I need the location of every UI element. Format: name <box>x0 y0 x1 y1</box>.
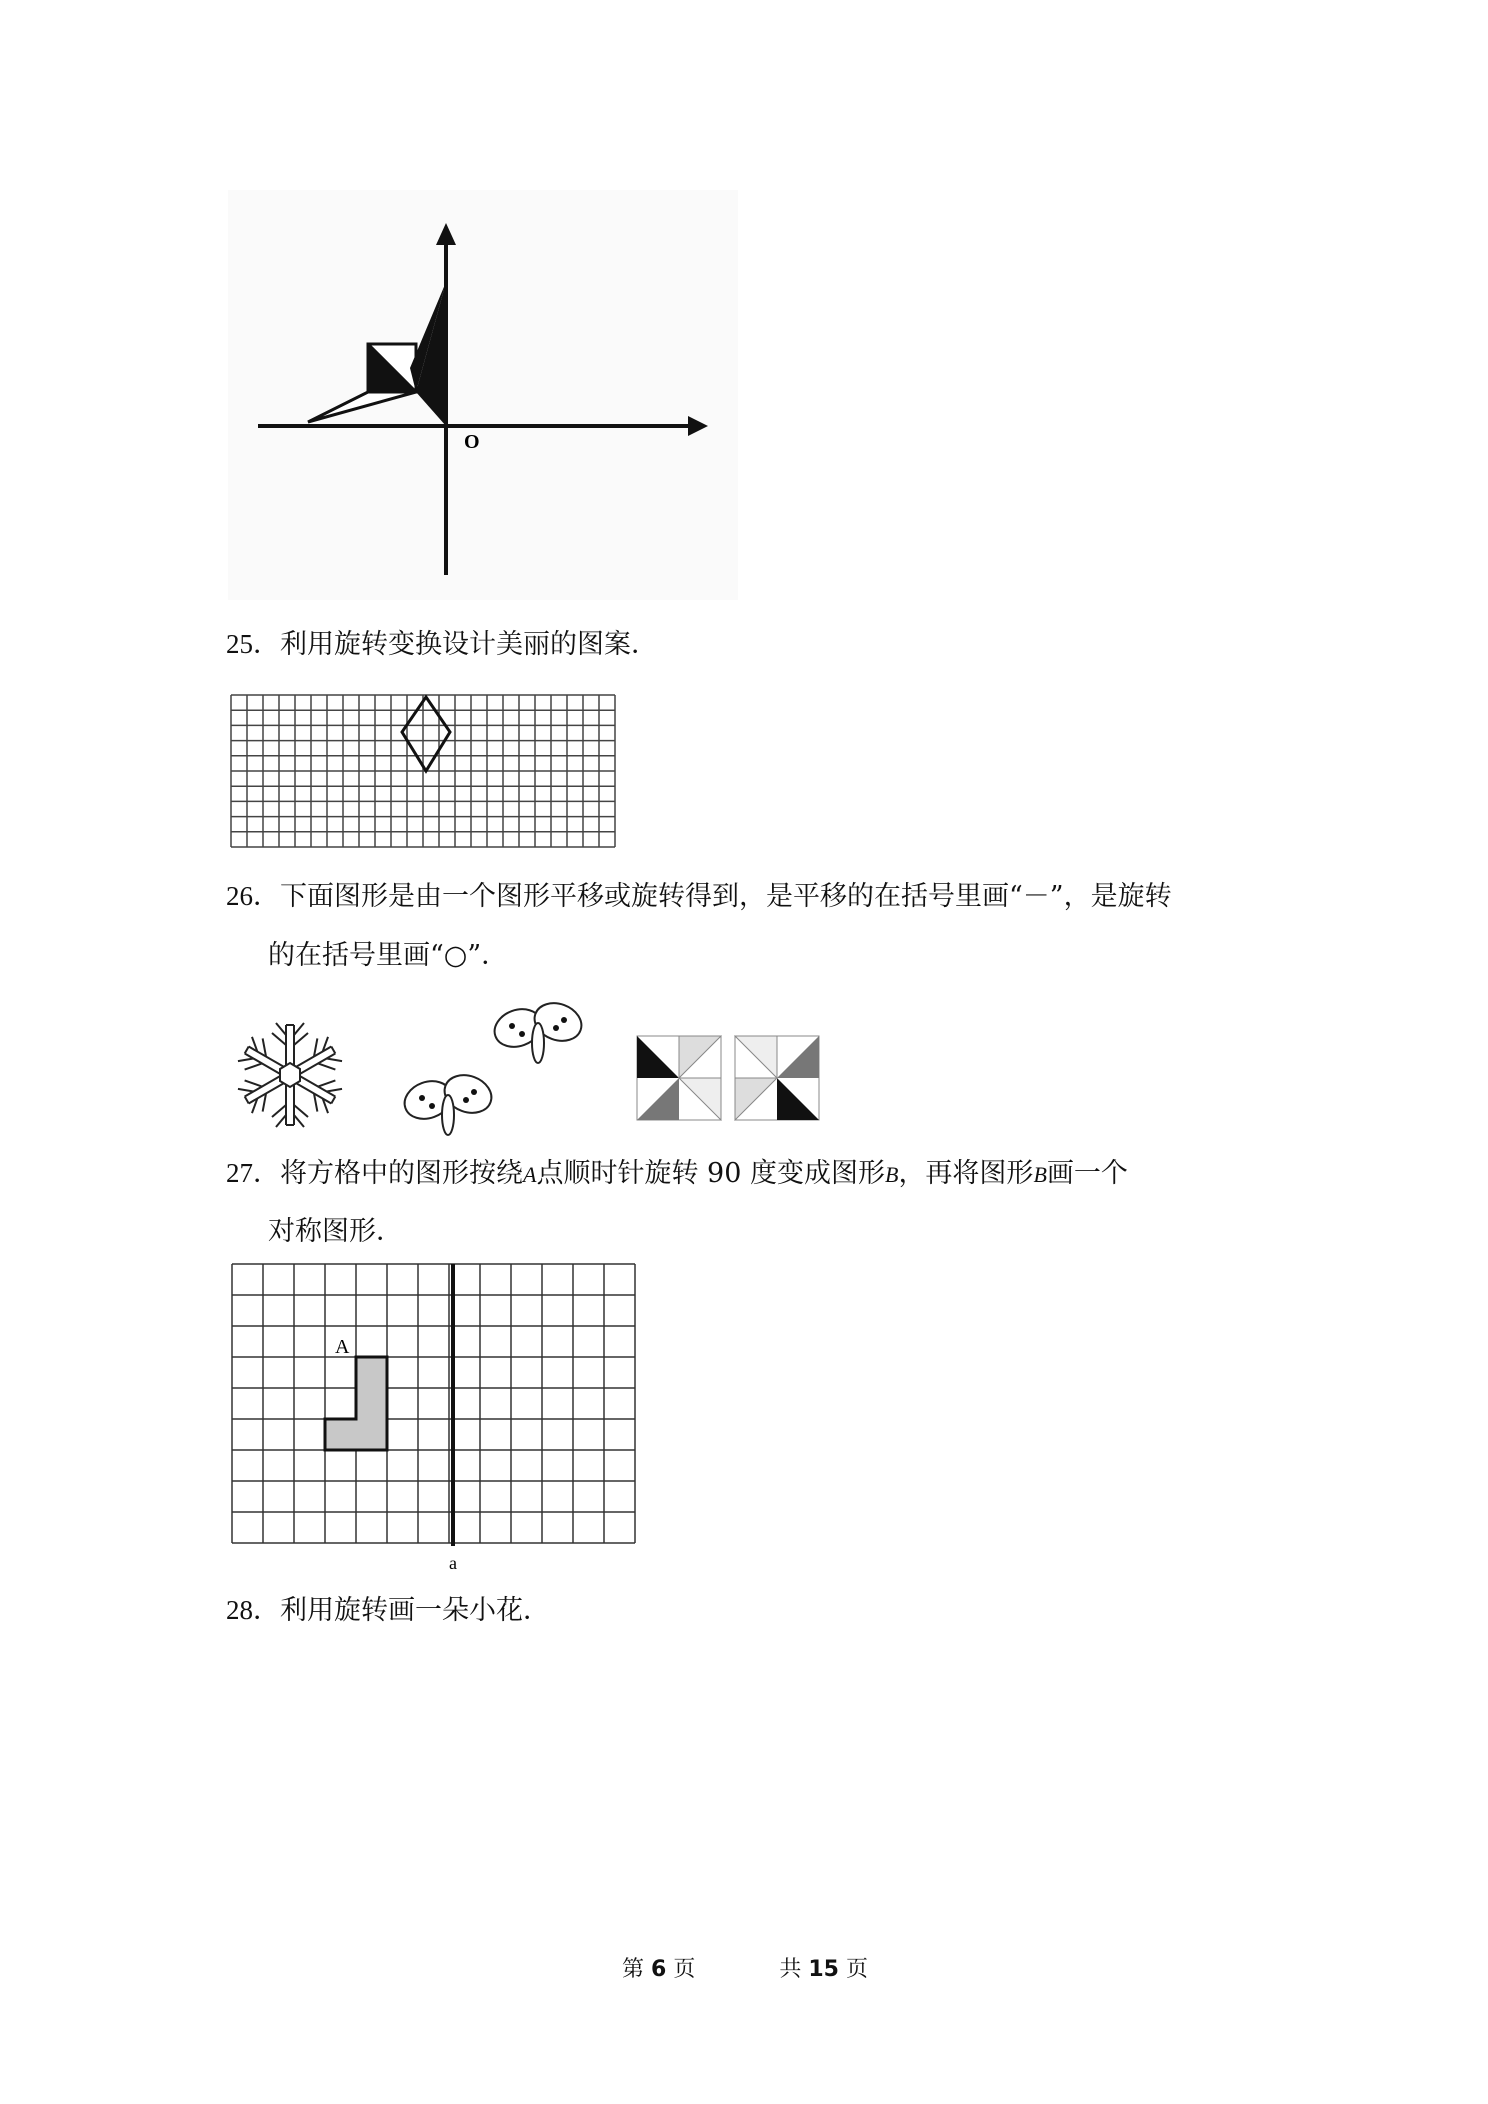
question-text: 利用旋转变换设计美丽的图案． <box>280 629 658 660</box>
total-pages: 15 <box>808 1957 839 1982</box>
footer-total-prefix: 共 <box>779 1957 802 1982</box>
question-number: 28． <box>226 1595 280 1625</box>
snowflake-arm <box>272 1023 308 1065</box>
point-a-label: A <box>335 1336 350 1358</box>
page-footer <box>622 1952 868 1983</box>
l-shape <box>325 1357 387 1450</box>
footer-prefix: 第 <box>622 1957 645 1982</box>
question-text-line1: 下面图形是由一个图形平移或旋转得到，是平移的在括号里画“－”，是旋转 <box>280 881 1172 912</box>
footer-page-unit: 页 <box>673 1957 696 1982</box>
origin-label: O <box>464 431 480 453</box>
question-text-seg3: ，再将图形 <box>898 1158 1034 1189</box>
rotation-axes-figure <box>228 190 738 600</box>
l-shape-grid-figure <box>230 1262 644 1574</box>
question-27-line2: 对称图形． <box>268 1216 403 1247</box>
variable-b: B <box>884 1162 899 1187</box>
variable-a: A <box>523 1162 537 1187</box>
question-text-seg2: 点顺时针旋转 90 度变成图形 <box>536 1158 885 1189</box>
butterfly-icon <box>400 1070 500 1140</box>
question-number: 26． <box>226 881 280 911</box>
page-number: 6 <box>651 1957 667 1982</box>
pinwheel-icon <box>734 1035 820 1121</box>
question-26-line2: 的在括号里画“○”． <box>268 940 509 971</box>
question-26 <box>226 876 1172 917</box>
question-27 <box>226 1153 1128 1195</box>
question-number: 25． <box>226 629 280 659</box>
pinwheel-icon <box>636 1035 722 1121</box>
question-number: 27． <box>226 1158 280 1188</box>
question-28 <box>226 1590 550 1631</box>
question-text: 利用旋转画一朵小花． <box>280 1595 550 1626</box>
variable-b: B <box>1033 1162 1047 1187</box>
axis-a-label: a <box>449 1553 457 1573</box>
question-25 <box>226 624 658 665</box>
question-text-seg1: 将方格中的图形按绕 <box>280 1158 523 1189</box>
question-text-seg4: 画一个 <box>1046 1158 1128 1189</box>
butterfly-icon <box>490 998 590 1068</box>
rhombus-shape <box>402 697 450 771</box>
footer-total-unit: 页 <box>845 1957 868 1982</box>
snowflake-icon <box>230 1015 350 1135</box>
rhombus-grid-figure <box>230 694 624 850</box>
snowflake-arm <box>272 1085 308 1127</box>
